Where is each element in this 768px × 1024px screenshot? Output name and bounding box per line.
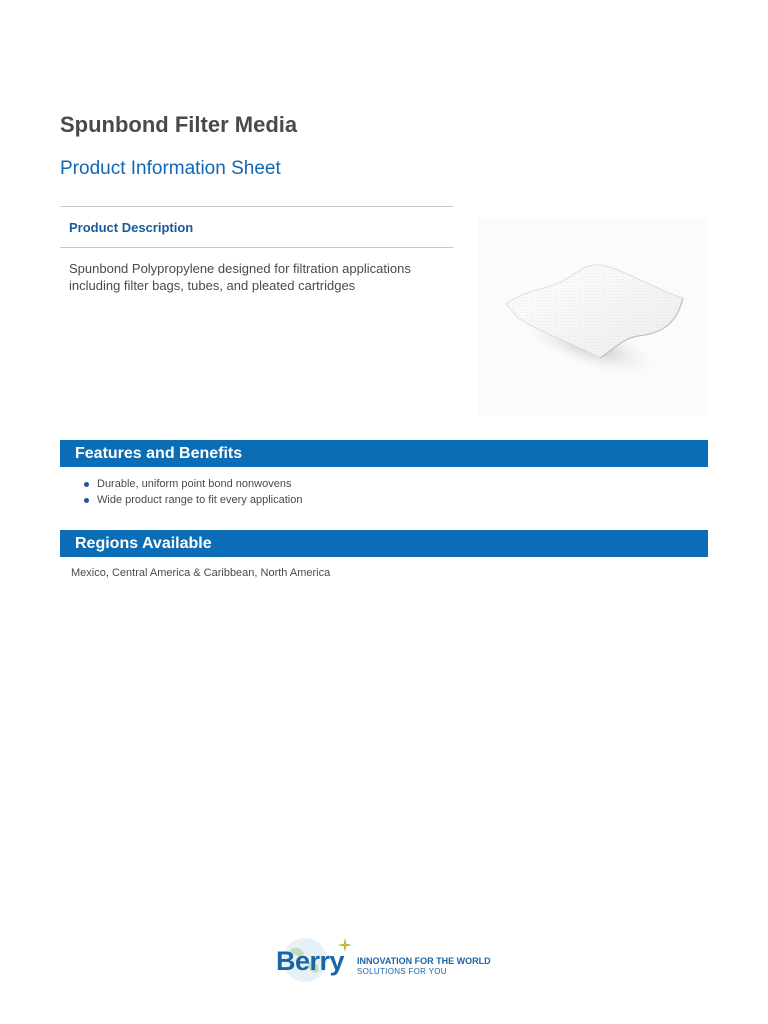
bullet-icon [84,498,89,503]
bullet-icon [84,482,89,487]
fabric-sheet-image [478,218,708,416]
tagline-secondary: SOLUTIONS FOR YOU [357,967,447,976]
divider-bottom [60,247,453,248]
product-description-heading: Product Description [69,220,194,235]
page-title: Spunbond Filter Media [60,112,298,137]
list-item [84,492,302,508]
regions-section-header: Regions Available [60,530,708,557]
spark-icon [338,938,352,952]
product-description-text: Spunbond Polypropylene designed for filtration applications including filter bags, tubes, and pleated cartridges [69,261,411,293]
logo-wordmark: Berry [276,946,345,976]
feature-text: Wide product range to fit every application [97,494,303,506]
berry-logo [276,934,506,992]
features-section-header: Features and Benefits [60,440,708,467]
features-list [84,476,302,508]
list-item [84,476,302,492]
page-subtitle: Product Information Sheet [60,158,281,179]
divider-top [60,206,453,207]
regions-text: Mexico, Central America & Caribbean, North America [71,567,331,579]
feature-text: Durable, uniform point bond nonwovens [97,478,292,490]
tagline-primary: INNOVATION FOR THE WORLD [357,956,491,966]
